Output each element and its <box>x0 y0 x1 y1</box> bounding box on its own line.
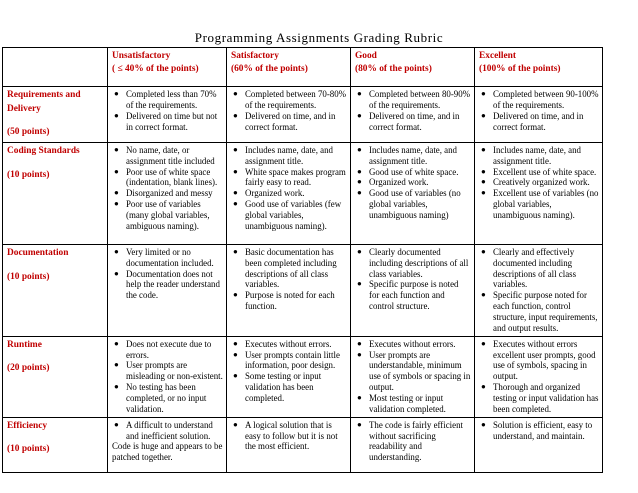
rating-list <box>112 339 223 415</box>
bullet-icon: ● <box>114 268 119 278</box>
rating-text: Creatively organized work. <box>493 177 590 188</box>
rating-cell-excellent <box>475 142 603 244</box>
rating-cell-unsatisfactory <box>108 417 227 472</box>
rating-list <box>355 247 471 312</box>
rating-text: Excellent use of white space. <box>493 166 597 177</box>
rating-cell-satisfactory <box>227 142 351 244</box>
bullet-icon: ● <box>114 199 119 209</box>
bullet-icon: ● <box>114 338 119 348</box>
bullet-icon: ● <box>481 188 486 198</box>
rating-text: Very limited or no documentation included. <box>126 246 214 268</box>
rating-list <box>479 247 599 334</box>
rating-item <box>481 110 599 133</box>
rating-text: Disorganized and messy <box>126 188 213 199</box>
bullet-icon: ● <box>357 246 362 256</box>
bullet-icon: ● <box>114 89 119 98</box>
rating-item <box>481 338 599 382</box>
criterion-cell <box>3 244 108 336</box>
rating-list <box>112 420 223 442</box>
rating-list <box>479 89 599 132</box>
rating-list <box>355 145 471 221</box>
criterion-name: Requirements and Delivery <box>7 90 81 114</box>
rating-text: Completed between 70-80% of the requirements. <box>245 89 347 110</box>
rating-item <box>233 349 347 372</box>
header-percent: (80% of the points) <box>355 63 432 74</box>
rating-text: Good use of variables (few global variables, unambiguous naming). <box>245 199 342 231</box>
bullet-icon: ● <box>481 110 486 120</box>
rating-item <box>481 89 599 111</box>
rating-item <box>481 290 599 333</box>
rating-list <box>112 145 223 232</box>
rating-cell-unsatisfactory <box>108 142 227 244</box>
rating-list <box>355 89 471 132</box>
rating-item <box>481 246 599 290</box>
rating-text: Organized work. <box>369 177 429 188</box>
rating-cell-satisfactory <box>227 417 351 472</box>
rating-item <box>114 144 223 167</box>
rating-list <box>231 247 347 312</box>
rating-note: Code is huge and appears to be patched together. <box>112 441 223 463</box>
rating-item <box>357 246 471 280</box>
bullet-icon: ● <box>481 382 486 392</box>
bullet-icon: ● <box>357 177 362 187</box>
rating-item <box>233 166 347 189</box>
rating-text: Executes without errors. <box>245 338 332 349</box>
rating-cell-satisfactory <box>227 87 351 143</box>
rating-text: Delivered on time but not in correct format. <box>126 110 218 132</box>
bullet-icon: ● <box>114 144 119 154</box>
rating-item <box>233 110 347 133</box>
bullet-icon: ● <box>481 89 486 98</box>
rating-item <box>357 166 471 178</box>
rating-item <box>233 199 347 232</box>
rating-text: The code is fairly efficient without sacrificing readability and understanding. <box>369 419 463 463</box>
rating-text: Clearly documented including descriptions of all class variables. <box>369 246 469 279</box>
bullet-icon: ● <box>481 290 486 300</box>
header-label: Unsatisfactory <box>112 51 171 61</box>
rating-item <box>357 419 471 463</box>
bullet-icon: ● <box>233 144 238 154</box>
rating-text: User prompts contain little information, poor design. <box>245 349 340 371</box>
rating-text: Basic documentation has been completed including descriptions of all class variables. <box>245 246 337 290</box>
rating-list <box>355 339 471 415</box>
rating-text: Organized work. <box>245 188 305 199</box>
rating-text: Completed less than 70% of the requirements. <box>126 89 217 110</box>
rating-list <box>231 420 347 453</box>
rating-text: Completed between 90-100% of the requirements. <box>493 89 599 110</box>
rubric-row <box>3 417 603 472</box>
header-label: Satisfactory <box>231 51 279 61</box>
bullet-icon: ● <box>233 290 238 300</box>
rubric-row <box>3 142 603 244</box>
rating-item <box>114 382 223 415</box>
rubric-table <box>2 47 603 473</box>
rating-cell-good <box>351 87 475 143</box>
bullet-icon: ● <box>233 110 238 120</box>
header-good <box>351 48 475 87</box>
rubric-row <box>3 336 603 417</box>
criterion-name: Coding Standards <box>7 145 80 156</box>
rating-text: No testing has been completed, or no input validation. <box>126 382 207 414</box>
bullet-icon: ● <box>357 419 362 429</box>
rating-list <box>355 420 471 463</box>
bullet-icon: ● <box>233 89 238 98</box>
rating-item <box>357 393 471 415</box>
criterion-points: (50 points) <box>7 127 50 138</box>
rating-item <box>357 338 471 350</box>
bullet-icon: ● <box>357 89 362 98</box>
rating-cell-unsatisfactory <box>108 87 227 143</box>
rating-item <box>114 338 223 361</box>
bullet-icon: ● <box>114 246 119 256</box>
criterion-name: Efficiency <box>7 420 48 431</box>
rating-cell-unsatisfactory <box>108 336 227 417</box>
header-label: Good <box>355 51 377 61</box>
bullet-icon: ● <box>114 166 119 176</box>
rating-cell-good <box>351 417 475 472</box>
rating-text: A difficult to understand and inefficient solution. <box>126 419 213 441</box>
header-row <box>3 48 603 87</box>
rating-text: Poor use of white space (indentation, blank lines). <box>126 166 218 188</box>
rating-text: Delivered on time, and in correct format. <box>369 110 460 132</box>
rating-list <box>231 89 347 132</box>
bullet-icon: ● <box>481 177 486 187</box>
criterion-points: (10 points) <box>7 444 50 455</box>
rating-text: Includes name, date, and assignment title. <box>245 144 333 166</box>
rating-item <box>357 349 471 393</box>
bullet-icon: ● <box>357 144 362 154</box>
rating-item <box>114 188 223 199</box>
criterion-cell <box>3 142 108 244</box>
rating-text: Executes without errors excellent user prompts, good use of symbols, spacing in output. <box>493 338 596 382</box>
criterion-cell <box>3 87 108 143</box>
rating-item <box>233 338 347 350</box>
rating-text: Good use of variables (no global variables, unambiguous naming) <box>369 188 461 221</box>
header-excellent <box>475 48 603 87</box>
rating-item <box>233 89 347 111</box>
header-satisfactory <box>227 48 351 87</box>
rating-item <box>114 166 223 189</box>
rating-item <box>114 419 223 442</box>
bullet-icon: ● <box>357 166 362 176</box>
rating-text: Some testing or input validation has been completed. <box>245 371 322 404</box>
rating-cell-unsatisfactory <box>108 244 227 336</box>
rating-cell-good <box>351 142 475 244</box>
rating-list <box>112 247 223 301</box>
rating-list <box>112 89 223 132</box>
rating-item <box>357 188 471 221</box>
rating-text: Delivered on time, and in correct format. <box>245 110 336 132</box>
bullet-icon: ● <box>114 188 119 198</box>
rating-cell-excellent <box>475 244 603 336</box>
rating-item <box>233 144 347 167</box>
rating-text: Completed between 80-90% of the requirements. <box>369 89 471 110</box>
rating-text: Excellent use of variables (no global variables, unambiguous naming). <box>493 188 599 221</box>
criterion-name: Documentation <box>7 247 69 258</box>
bullet-icon: ● <box>481 419 486 429</box>
rating-item <box>114 110 223 133</box>
rating-text: User prompts are understandable, minimum use of symbols or spacing in output. <box>369 349 471 393</box>
rating-text: No name, date, or assignment title included <box>126 144 215 166</box>
rating-list <box>479 420 599 442</box>
rating-text: Includes name, date, and assignment title. <box>369 144 457 166</box>
header-percent: (60% of the points) <box>231 63 308 74</box>
criterion-name: Runtime <box>7 339 42 350</box>
bullet-icon: ● <box>114 382 119 392</box>
rating-item <box>481 166 599 178</box>
rating-text: Executes without errors. <box>369 338 456 349</box>
rating-cell-good <box>351 244 475 336</box>
rating-item <box>357 110 471 133</box>
rating-cell-satisfactory <box>227 244 351 336</box>
bullet-icon: ● <box>114 110 119 120</box>
header-label: Excellent <box>479 51 516 61</box>
header-percent: (100% of the points) <box>479 63 561 74</box>
rating-cell-excellent <box>475 336 603 417</box>
bullet-icon: ● <box>233 371 238 381</box>
header-unsatisfactory <box>108 48 227 87</box>
bullet-icon: ● <box>233 246 238 256</box>
rating-item <box>481 188 599 221</box>
rating-text: Documentation does not help the reader understand the code. <box>126 268 220 301</box>
criterion-points: (10 points) <box>7 169 50 180</box>
rating-text: Includes name, date, and assignment title. <box>493 144 581 166</box>
rating-item <box>357 144 471 167</box>
rating-list <box>231 145 347 232</box>
bullet-icon: ● <box>357 110 362 120</box>
rating-list <box>479 145 599 221</box>
rating-text: Solution is efficient, easy to understand, and maintain. <box>493 419 593 441</box>
bullet-icon: ● <box>481 338 486 348</box>
header-criteria <box>3 48 108 87</box>
bullet-icon: ● <box>233 419 238 429</box>
rating-text: Good use of white space. <box>369 166 459 177</box>
bullet-icon: ● <box>114 419 119 429</box>
rating-list <box>479 339 599 415</box>
rubric-row <box>3 87 603 143</box>
rating-item <box>481 382 599 415</box>
rubric-body <box>3 87 603 473</box>
rating-item <box>233 188 347 199</box>
rating-text: Specific purpose is noted for each function and control structure. <box>369 279 459 312</box>
criterion-cell <box>3 417 108 472</box>
rating-text: Clearly and effectively documented including descriptions of all class variables. <box>493 246 577 290</box>
rating-cell-excellent <box>475 417 603 472</box>
bullet-icon: ● <box>357 188 362 198</box>
bullet-icon: ● <box>481 166 486 176</box>
rating-item <box>114 89 223 111</box>
rating-text: A logical solution that is easy to follow but it is not the most efficient. <box>245 419 338 452</box>
bullet-icon: ● <box>481 246 486 256</box>
page-title: Programming Assignments Grading Rubric <box>194 30 444 45</box>
rating-cell-satisfactory <box>227 336 351 417</box>
rating-item <box>357 89 471 111</box>
bullet-icon: ● <box>357 393 362 403</box>
rating-text: User prompts are misleading or non-existent. <box>126 360 223 382</box>
rating-text: White space makes program fairly easy to read. <box>245 166 346 188</box>
rating-text: Thorough and organized testing or input validation has been completed. <box>493 382 599 414</box>
criterion-points: (20 points) <box>7 363 50 374</box>
rating-item <box>233 290 347 312</box>
rating-text: Most testing or input validation completed. <box>369 393 446 414</box>
rating-text: Purpose is noted for each function. <box>245 290 335 312</box>
rating-item <box>114 246 223 269</box>
bullet-icon: ● <box>233 166 238 176</box>
bullet-icon: ● <box>233 349 238 359</box>
rating-item <box>481 177 599 188</box>
bullet-icon: ● <box>357 338 362 348</box>
rating-text: Poor use of variables (many global variables, ambiguous naming). <box>126 199 210 231</box>
rating-item <box>481 419 599 442</box>
rating-item <box>114 360 223 382</box>
rating-cell-excellent <box>475 87 603 143</box>
criterion-cell <box>3 336 108 417</box>
rating-item <box>233 419 347 453</box>
rating-list <box>231 339 347 404</box>
bullet-icon: ● <box>357 279 362 289</box>
bullet-icon: ● <box>233 199 238 209</box>
rubric-row <box>3 244 603 336</box>
bullet-icon: ● <box>481 144 486 154</box>
bullet-icon: ● <box>357 349 362 359</box>
bullet-icon: ● <box>114 360 119 370</box>
rating-text: Does not execute due to errors. <box>126 338 212 360</box>
rating-item <box>114 199 223 232</box>
rating-item <box>233 246 347 290</box>
rating-text: Specific purpose noted for each function, control structure, input requirements, and output results. <box>493 290 598 333</box>
bullet-icon: ● <box>233 188 238 198</box>
header-percent: ( ≤ 40% of the points) <box>112 63 199 74</box>
rating-item <box>233 371 347 404</box>
rating-item <box>114 268 223 302</box>
rating-item <box>357 279 471 312</box>
bullet-icon: ● <box>233 338 238 348</box>
rating-item <box>481 144 599 167</box>
rating-cell-good <box>351 336 475 417</box>
rating-text: Delivered on time, and in correct format. <box>493 110 584 132</box>
criterion-points: (10 points) <box>7 271 50 282</box>
rating-item <box>357 177 471 188</box>
